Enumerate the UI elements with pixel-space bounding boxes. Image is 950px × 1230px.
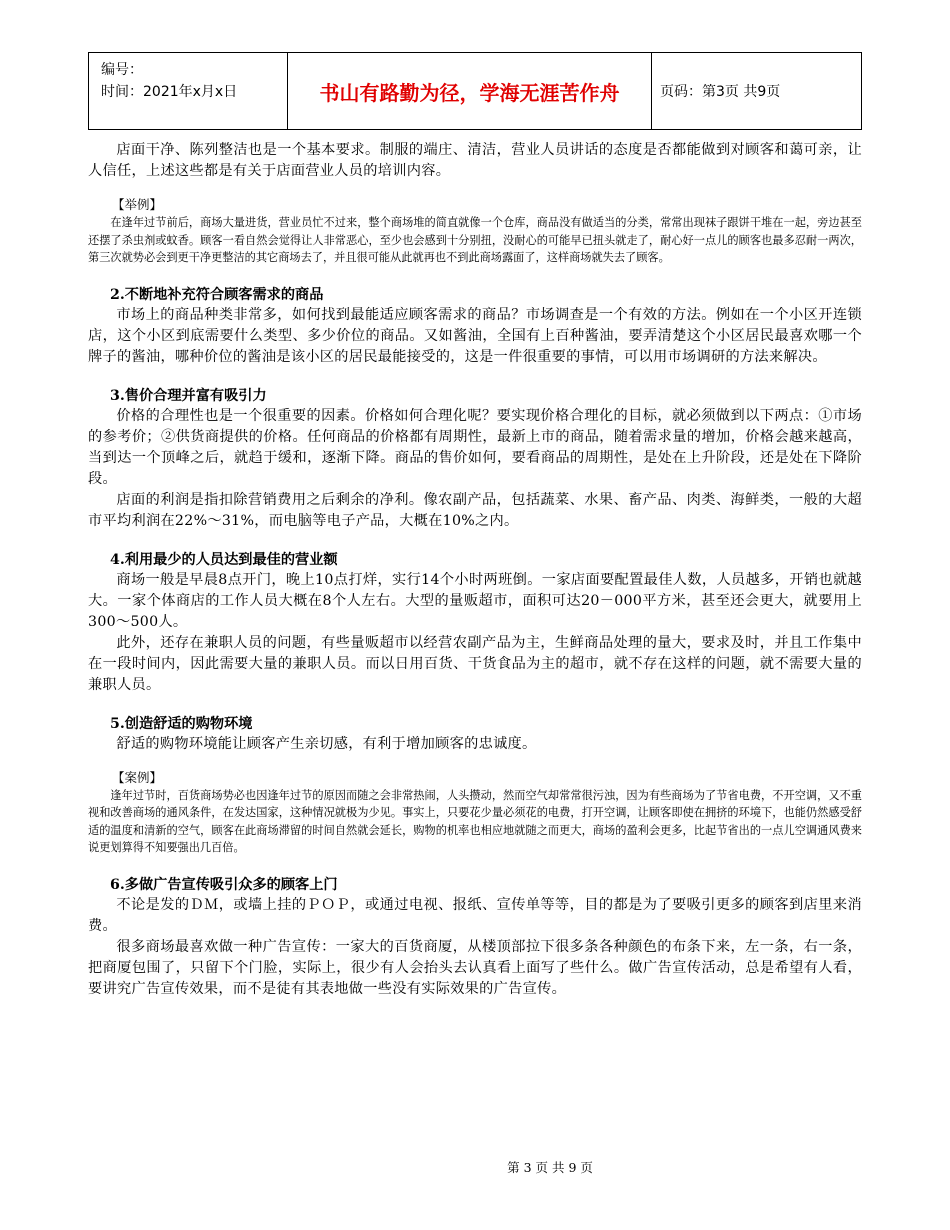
header-page-label: 页码：第3页 共9页: [660, 84, 781, 100]
section-6-paragraph-2: 很多商场最喜欢做一种广告宣传：一家大的百货商厦，从楼顶部拉下很多条各种颜色的布条下来，左一条，右一条，把商厦包围了，只留下个门脸，实际上，很少有人会抬头去认真看上面写了些什么。做广告宣传活动，总是希望有人看，要讲究广告宣传效果，而不是徒有其表地做一些没有实际效果的广告宣传。: [88, 938, 862, 997]
header-table: [88, 52, 862, 130]
section-6-paragraph-1: 不论是发的ＤＭ，或墙上挂的ＰＯＰ，或通过电视、报纸、宣传单等等，目的都是为了要吸引更多的顾客到店里来消费。: [88, 896, 862, 934]
time-label: 时间：2021年x月x日: [101, 84, 238, 100]
header-motto: 书山有路勤为径，学海无涯苦作舟: [288, 53, 652, 129]
section-3-paragraph-2: 店面的利润是指扣除营销费用之后剩余的净利。像农副产品，包括蔬菜、水果、畜产品、肉类、海鲜类，一般的大超市平均利润在22%～31%，而电脑等电子产品，大概在10%之内。: [88, 491, 862, 529]
section-3-paragraph-1: 价格的合理性也是一个很重要的因素。价格如何合理化呢？要实现价格合理化的目标，就必须做到以下两点：①市场的参考价；②供货商提供的价格。任何商品的价格都有周期性，最新上市的商品，随着需求量的增加，价格会越来越高，当到达一个顶峰之后，就趋于缓和，逐渐下降。商品的售价如何，要看商品的周期性，是处在上升阶段，还是处在下降阶段。: [88, 407, 862, 487]
header-meta: [89, 53, 288, 129]
section-5-paragraph: 舒适的购物环境能让顾客产生亲切感，有利于增加顾客的忠诚度。: [116, 735, 537, 752]
section-5-heading: 5.创造舒适的购物环境: [110, 715, 253, 732]
case-tag: 【案例】: [112, 769, 163, 785]
document-body: [88, 136, 862, 1000]
intro-paragraph: 店面干净、陈列整洁也是一个基本要求。制服的端庄、清洁，营业人员讲话的态度是否都能做到对顾客和蔼可亲，让人信任，上述这些都是有关于店面营业人员的培训内容。: [88, 142, 862, 179]
section-4-paragraph-2: 此外，还存在兼职人员的问题，有些量贩超市以经营农副产品为主，生鲜商品处理的量大，要求及时，并且工作集中在一段时间内，因此需要大量的兼职人员。而以日用百货、干货食品为主的超市，就不存在这样的问题，就不需要大量的兼职人员。: [88, 634, 862, 693]
example-text: 在逢年过节前后，商场大量进货，营业员忙不过来，整个商场堆的简直就像一个仓库，商品没有做适当的分类，常常出现袜子跟饼干堆在一起，旁边甚至还摆了杀虫剂或蚊香。顾客一看自然会觉得让人非常恶心，至少也会感到十分别扭，没耐心的可能早已扭头就走了，耐心好一点儿的顾客也最多忍耐一两次，第三次就势必会到更干净更整洁的其它商场去了，并且很可能从此就再也不到此商场露面了，这样商场就失去了顾客。: [88, 216, 862, 264]
section-6-heading: 6.多做广告宣传吸引众多的顾客上门: [110, 876, 338, 893]
section-3-heading: 3.售价合理并富有吸引力: [110, 387, 267, 404]
page-footer: [0, 1158, 950, 1176]
number-label: 编号：: [101, 62, 143, 78]
footer-page-number: 第 3 页 共 9 页: [507, 1160, 593, 1175]
case-text: 逢年过节时，百货商场势必也因逢年过节的原因而随之会非常热闹，人头攒动，然而空气却常常很污浊，因为有些商场为了节省电费，不开空调，又不重视和改善商场的通风条件，在发达国家，这种情况就极为少见。事实上，只要花少量必须花的电费，打开空调，让顾客即使在拥挤的环境下，也能仍然感受舒适的温度和清新的空气，顾客在此商场滞留的时间自然就会延长，购物的机率也相应地就随之而更大，商场的盈利会更多，比起节省出的一点儿空调通风费来说更划算得不知要强出几百倍。: [88, 788, 862, 854]
section-4-paragraph-1: 商场一般是早晨8点开门，晚上10点打烊，实行14个小时两班倒。一家店面要配置最佳人数，人员越多，开销也就越大。一家个体商店的工作人员大概在8个人左右。大型的量贩超市，面积可达20－000平方米，甚至还会更大，就要用上300～500人。: [88, 571, 862, 630]
section-4-heading: 4.利用最少的人员达到最佳的营业额: [110, 551, 338, 568]
section-2-paragraph: 市场上的商品种类非常多，如何找到最能适应顾客需求的商品？市场调查是一个有效的方法。例如在一个小区开连锁店，这个小区到底需要什么类型、多少价位的商品。又如酱油，全国有上百种酱油，要弄清楚这个小区居民最喜欢哪一个牌子的酱油，哪种价位的酱油是该小区的居民最能接受的，这是一件很重要的事情，可以用市场调研的方法来解决。: [88, 306, 862, 365]
section-2-heading: 2.不断地补充符合顾客需求的商品: [110, 286, 324, 303]
example-tag: 【举例】: [112, 197, 163, 212]
